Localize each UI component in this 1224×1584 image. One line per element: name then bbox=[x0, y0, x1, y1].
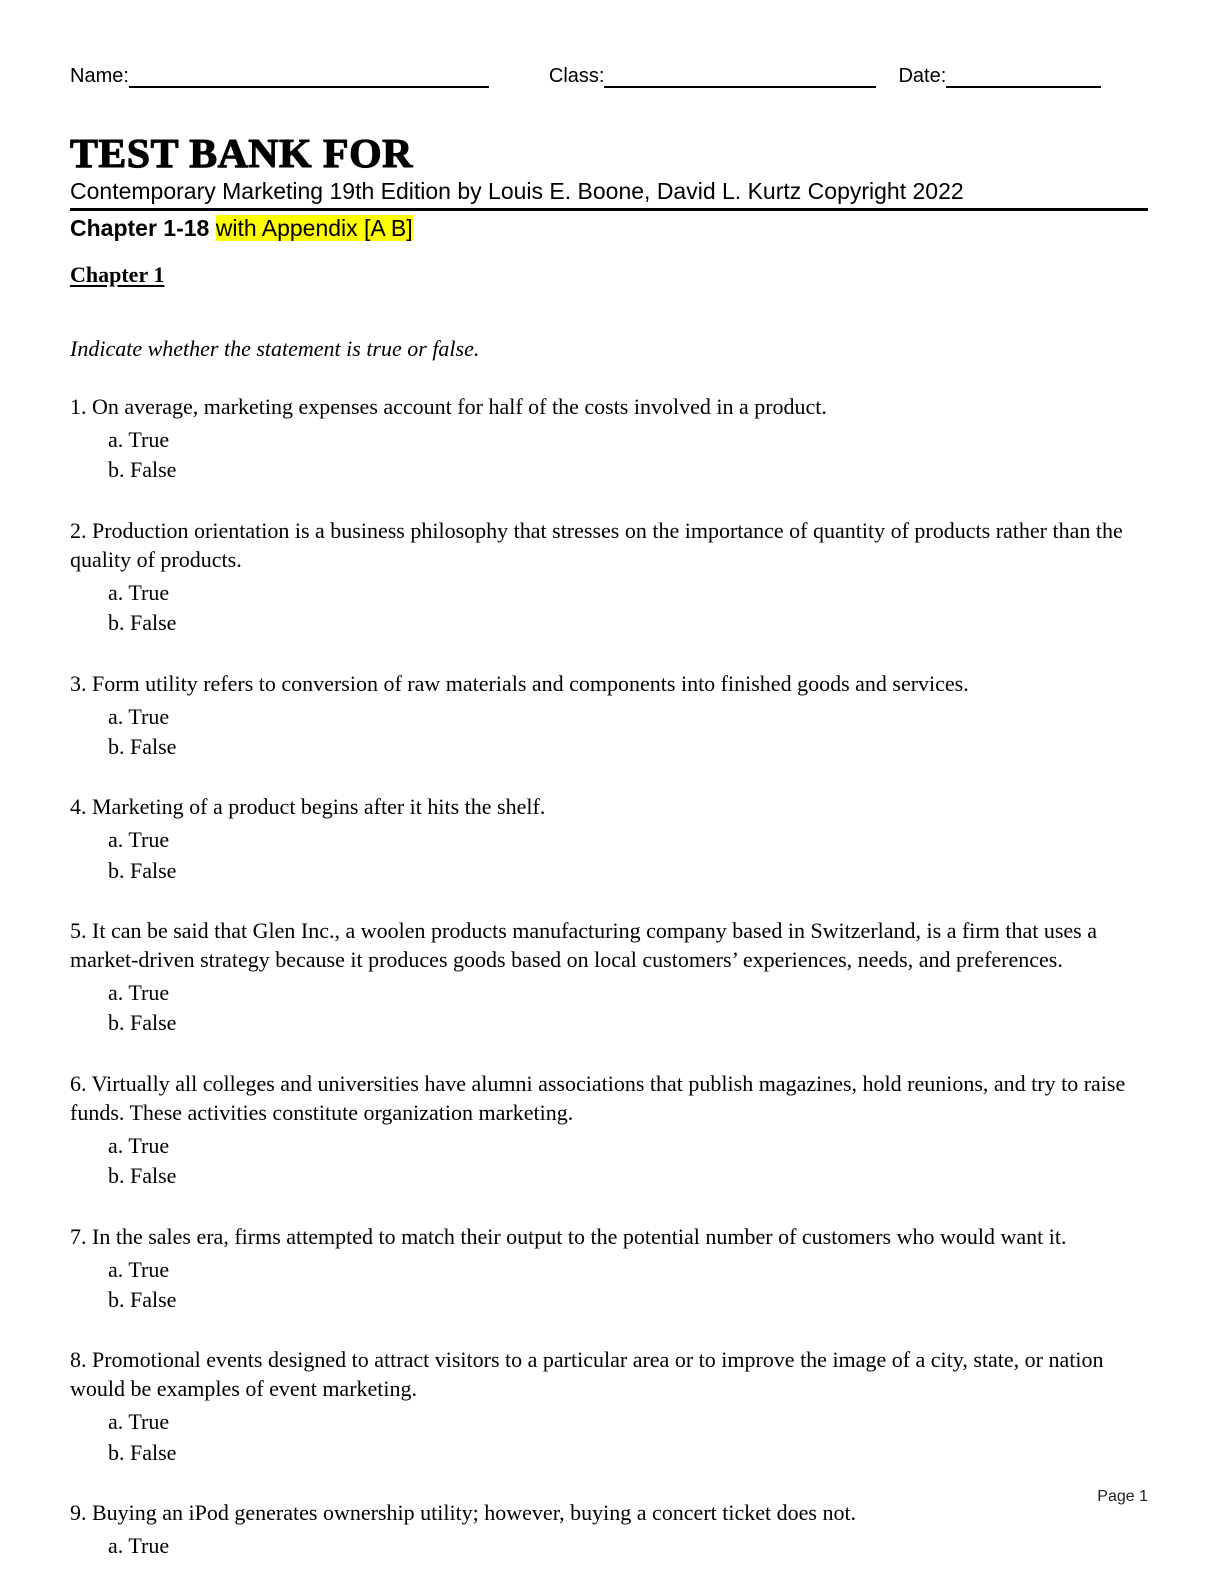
question-text: 2. Production orientation is a business philosophy that stresses on the importance of quantity of products rather than the quality of products. bbox=[70, 517, 1123, 572]
question-block bbox=[70, 1222, 1150, 1316]
date-field-group bbox=[898, 64, 1101, 88]
name-input-rule[interactable] bbox=[129, 64, 489, 88]
answer-choice[interactable]: a. True bbox=[108, 1409, 170, 1435]
answer-choice-list bbox=[70, 425, 1150, 486]
answer-choice[interactable]: a. True bbox=[108, 579, 170, 605]
answer-choice[interactable]: b. False bbox=[108, 610, 177, 636]
question-text: 4. Marketing of a product begins after it hits the shelf. bbox=[70, 794, 546, 820]
answer-choice[interactable]: b. False bbox=[108, 733, 177, 759]
question-block bbox=[70, 516, 1150, 639]
question-block bbox=[70, 669, 1150, 763]
question-text: 8. Promotional events designed to attract visitors to a particular area or to improve the image of a city, state, or nation would be examples of event marketing. bbox=[70, 1347, 1104, 1402]
answer-choice[interactable]: b. False bbox=[108, 1439, 177, 1465]
name-label: Name: bbox=[70, 65, 129, 87]
instruction-text: Indicate whether the statement is true or false. bbox=[70, 336, 480, 361]
answer-choice[interactable]: a. True bbox=[108, 427, 170, 453]
answer-choice[interactable]: b. False bbox=[108, 457, 177, 483]
class-label: Class: bbox=[548, 65, 605, 87]
date-input-rule[interactable] bbox=[946, 64, 1101, 88]
answer-choice-list bbox=[70, 1407, 1150, 1468]
question-block bbox=[70, 916, 1150, 1039]
answer-choice-list bbox=[70, 825, 1150, 886]
question-text: 9. Buying an iPod generates ownership utility; however, buying a concert ticket does not. bbox=[70, 1500, 857, 1526]
class-input-rule[interactable] bbox=[604, 64, 876, 88]
chapter-range-line bbox=[70, 215, 1148, 241]
answer-choice-list bbox=[70, 1531, 1150, 1561]
answer-choice[interactable]: a. True bbox=[108, 827, 170, 853]
answer-choice-list bbox=[70, 1255, 1150, 1316]
answer-choice[interactable]: a. True bbox=[108, 1533, 170, 1559]
question-block bbox=[70, 1345, 1150, 1468]
question-text: 6. Virtually all colleges and universities have alumni associations that publish magazines, hold reunions, and try to raise funds. These activities constitute organization marketing. bbox=[70, 1070, 1126, 1125]
name-field-group bbox=[70, 64, 489, 88]
answer-choice[interactable]: b. False bbox=[108, 857, 177, 883]
question-text: 5. It can be said that Glen Inc., a woolen products manufacturing company based in Switzerland, is a firm that uses a market-driven strategy because it produces goods based on local customers’ experiences, needs, and preferences. bbox=[70, 918, 1097, 973]
question-list bbox=[70, 392, 1150, 1562]
page-number-footer: Page 1 bbox=[1097, 1488, 1148, 1505]
chapter-heading-wrapper bbox=[70, 262, 1150, 288]
answer-choice[interactable]: b. False bbox=[108, 1286, 177, 1312]
question-block bbox=[70, 1498, 1150, 1561]
answer-choice[interactable]: b. False bbox=[108, 1163, 177, 1189]
answer-choice-list bbox=[70, 702, 1150, 763]
question-text: 1. On average, marketing expenses account for half of the costs involved in a product. bbox=[70, 394, 827, 419]
answer-choice-list bbox=[70, 1131, 1150, 1192]
question-block bbox=[70, 792, 1150, 886]
question-text: 3. Form utility refers to conversion of raw materials and components into finished goods and services. bbox=[70, 670, 969, 696]
question-block bbox=[70, 1069, 1150, 1192]
answer-choice[interactable]: a. True bbox=[108, 1132, 170, 1158]
answer-choice[interactable]: a. True bbox=[108, 980, 170, 1006]
answer-choice-list bbox=[70, 578, 1150, 639]
question-text: 7. In the sales era, firms attempted to match their output to the potential number of customers who would want it. bbox=[70, 1223, 1067, 1249]
main-content bbox=[70, 262, 1150, 1562]
answer-choice[interactable]: a. True bbox=[108, 1256, 170, 1282]
title-block bbox=[70, 130, 1148, 242]
question-block bbox=[70, 392, 1150, 486]
document-title: TEST BANK FOR bbox=[70, 130, 413, 176]
chapter-heading: Chapter 1 bbox=[70, 262, 165, 287]
answer-choice[interactable]: a. True bbox=[108, 703, 170, 729]
chapter-range-highlighted: with Appendix [A B] bbox=[215, 215, 413, 242]
student-info-row bbox=[70, 64, 1148, 88]
document-subtitle: Contemporary Marketing 19th Edition by Louis E. Boone, David L. Kurtz Copyright 2022 bbox=[70, 178, 1148, 211]
class-field-group bbox=[549, 64, 877, 88]
answer-choice[interactable]: b. False bbox=[108, 1010, 177, 1036]
answer-choice-list bbox=[70, 978, 1150, 1039]
chapter-range-bold: Chapter 1-18 bbox=[70, 215, 210, 242]
date-label: Date: bbox=[898, 65, 947, 87]
